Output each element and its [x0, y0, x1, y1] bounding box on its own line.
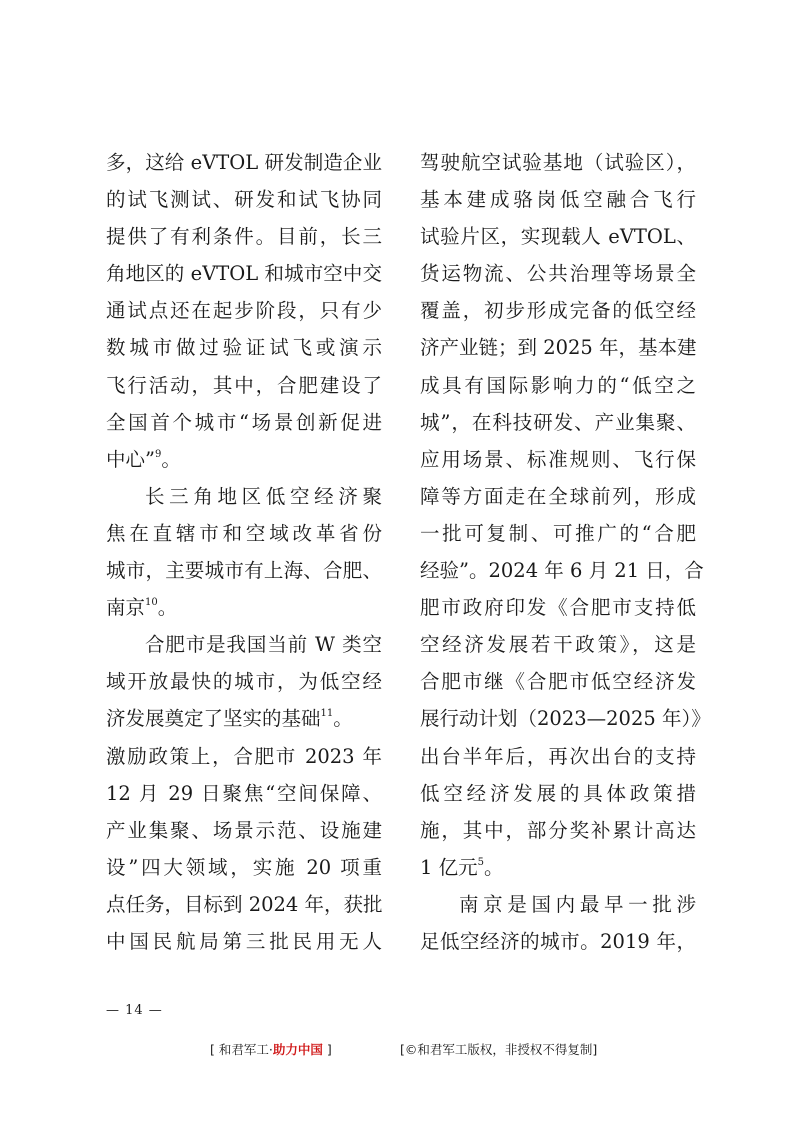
footnote-ref: 10 — [145, 597, 158, 609]
text-line — [106, 144, 382, 181]
line-text: 施，其中，部分奖补累计高达 — [420, 818, 696, 842]
line-text: 全国首个城市“场景创新促进 — [106, 410, 382, 434]
text-line — [106, 552, 382, 589]
text-line — [420, 775, 696, 812]
text-line — [420, 367, 696, 404]
footnote-ref: 9 — [154, 448, 162, 460]
text-line — [420, 292, 696, 329]
line-text: 货运物流、公共治理等场景全 — [420, 262, 696, 286]
line-text: 基本建成骆岗低空融合飞行 — [420, 188, 696, 212]
text-line — [420, 700, 711, 737]
brand-name: [ 和君军工· — [210, 1042, 273, 1057]
line-text: 济产业链；到 2025 年，基本建 — [420, 336, 697, 360]
line-text: 飞行活动，其中，合肥建设了 — [106, 373, 382, 397]
text-line — [420, 663, 696, 700]
line-text: 多，这给 eVTOL 研发制造企业 — [106, 151, 382, 174]
text-line — [420, 923, 696, 960]
text-line — [106, 849, 382, 886]
footnote-ref: 11 — [320, 708, 334, 720]
line-text: 一批可复制、可推广的“合肥 — [420, 521, 696, 545]
line-text: 的试飞测试、研发和试飞协同 — [106, 188, 382, 212]
line-text: 济发展奠定了坚实的基础 — [106, 707, 321, 731]
line-text: 成具有国际影响力的“低空之 — [420, 373, 696, 397]
text-line — [106, 923, 382, 960]
text-line — [106, 255, 382, 292]
text-line — [420, 181, 696, 218]
line-text: 城”，在科技研发、产业集聚、 — [420, 410, 696, 434]
line-text: 数城市做过验证试飞或演示 — [106, 336, 382, 360]
line-text: 城市，主要城市有上海、合肥、 — [106, 559, 382, 583]
page-number: — 14 — — [106, 1003, 163, 1018]
line-punctuation: 。 — [483, 855, 504, 879]
text-line — [420, 255, 696, 292]
text-line — [106, 663, 382, 700]
line-text: 通试点还在起步阶段，只有少 — [106, 299, 382, 323]
brand-slogan: 助力中国 — [272, 1042, 323, 1057]
text-line — [420, 144, 696, 181]
line-text: 驾驶航空试验基地（试验区）， — [420, 151, 696, 174]
line-punctuation: 。 — [161, 447, 181, 471]
line-text: 设”四大领域，实施 20 项重 — [106, 855, 382, 879]
copyright-notice: [©和君军工版权，非授权不得复制] — [400, 1042, 598, 1057]
footnote-ref: 5 — [477, 856, 484, 868]
text-line — [106, 181, 382, 218]
line-text: 合肥市继《合肥市低空经济发 — [420, 670, 696, 694]
text-line — [420, 552, 704, 589]
line-text: 域开放最快的城市，为低空经 — [106, 670, 382, 694]
line-text: 试验片区，实现载人 eVTOL、 — [420, 225, 696, 249]
text-line — [106, 700, 382, 737]
text-line — [420, 812, 696, 849]
text-line — [106, 886, 382, 923]
left-column — [106, 144, 382, 960]
text-line — [106, 738, 382, 775]
text-line — [106, 292, 382, 329]
line-text: 点任务，目标到 2024 年，获批 — [106, 892, 383, 916]
line-text: 空经济发展若干政策》，这是 — [420, 633, 696, 657]
text-line — [420, 218, 696, 255]
line-text: 中国民航局第三批民用无人 — [106, 929, 382, 953]
text-line — [106, 367, 382, 404]
line-text: 1 亿元 — [420, 855, 478, 879]
line-text: 中心” — [106, 447, 155, 471]
brand-bracket: ] — [322, 1042, 332, 1057]
text-line — [420, 626, 696, 663]
text-line — [106, 218, 382, 255]
text-line — [420, 441, 696, 478]
brand-footer — [210, 1040, 332, 1058]
text-line — [106, 589, 382, 626]
line-text: 焦在直辖市和空域改革省份 — [106, 521, 382, 545]
text-line — [420, 515, 696, 552]
text-line — [106, 404, 382, 441]
text-line — [106, 478, 382, 515]
text-line — [420, 404, 696, 441]
text-line — [106, 626, 382, 663]
text-line — [106, 812, 382, 849]
line-text: 覆盖，初步形成完备的低空经 — [420, 299, 696, 323]
text-line — [106, 329, 382, 366]
line-text: 提供了有利条件。目前，长三 — [106, 225, 382, 249]
line-text: 合肥市是我国当前 W 类空 — [145, 633, 382, 657]
right-column — [420, 144, 711, 960]
line-text: 产业集聚、场景示范、设施建 — [106, 818, 382, 842]
text-line — [420, 589, 696, 626]
line-text: 足低空经济的城市。2019 年， — [420, 929, 696, 953]
line-text: 展行动计划（2023—2025 年）》 — [420, 707, 711, 731]
line-text: 经验”。2024 年 6 月 21 日，合 — [420, 559, 704, 583]
text-line — [106, 515, 382, 552]
text-line — [420, 738, 696, 775]
text-line — [106, 441, 382, 478]
line-text: 肥市政府印发《合肥市支持低 — [420, 596, 696, 620]
line-text: 南京是国内最早一批涉 — [459, 892, 696, 916]
line-text: 12 月 29 日聚焦“空间保障、 — [106, 781, 382, 805]
line-punctuation: 。 — [157, 596, 178, 620]
line-text: 南京 — [106, 596, 146, 620]
line-text: 障等方面走在全球前列，形成 — [420, 484, 696, 508]
line-text: 激励政策上，合肥市 2023 年 — [106, 744, 382, 768]
line-text: 低空经济发展的具体政策措 — [420, 781, 696, 805]
line-punctuation: 。 — [333, 707, 353, 731]
line-text: 出台半年后，再次出台的支持 — [420, 744, 696, 768]
line-text: 长三角地区低空经济聚 — [145, 484, 382, 508]
text-line — [420, 478, 696, 515]
line-text: 应用场景、标准规则、飞行保 — [420, 447, 696, 471]
line-text: 角地区的 eVTOL 和城市空中交 — [106, 262, 382, 286]
text-line — [106, 775, 382, 812]
text-line — [420, 329, 696, 366]
text-line — [420, 849, 696, 886]
text-line — [420, 886, 696, 923]
